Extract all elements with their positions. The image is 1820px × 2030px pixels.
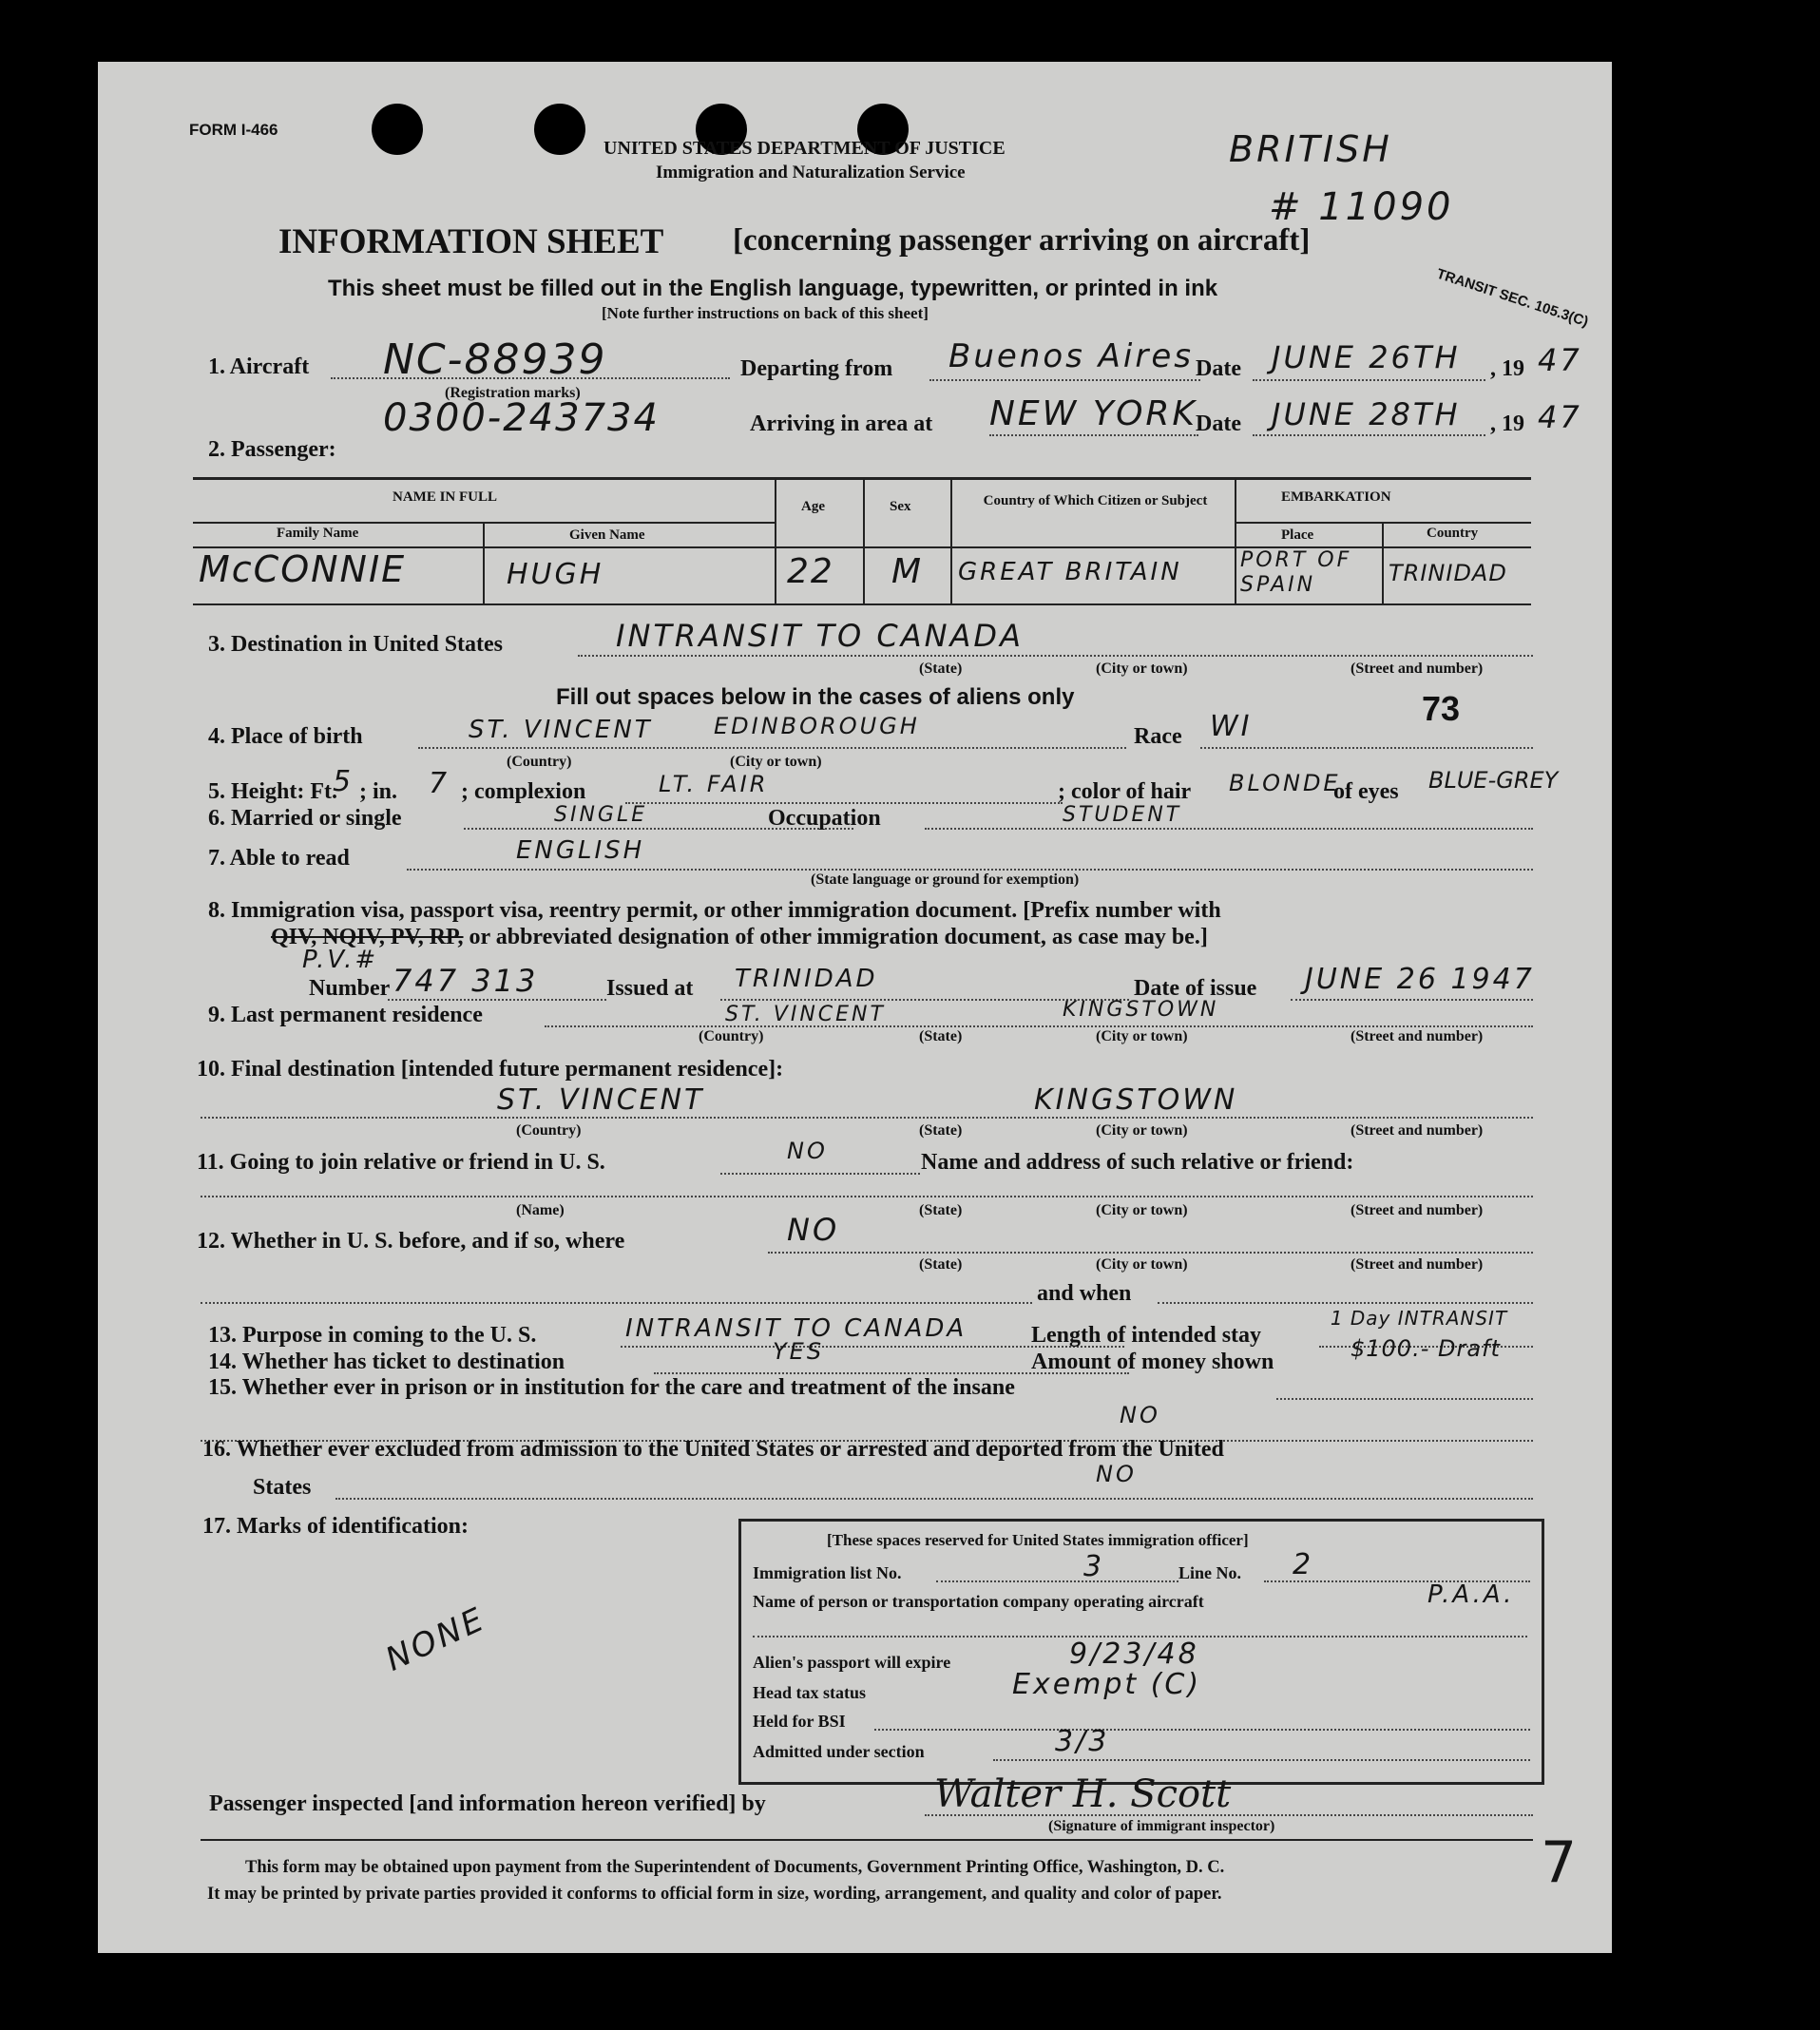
marital-label: 6. Married or single <box>208 806 402 831</box>
ticket-label: 14. Whether has ticket to destination <box>208 1350 565 1374</box>
arrival-date-label: Date <box>1196 412 1241 436</box>
inspected-label: Passenger inspected [and information hereon verified] by <box>209 1791 766 1816</box>
visa-label: 8. Immigration visa, passport visa, reentry permit, or other immigration document. [Prefix number with <box>208 898 1221 923</box>
join-relative-label: 11. Going to join relative or friend in U. S. <box>197 1150 605 1175</box>
nationality-annotation: BRITISH <box>1229 128 1392 170</box>
caption-state: (State) <box>919 1202 963 1218</box>
occupation-label: Occupation <box>768 806 881 831</box>
head-tax-label: Head tax status <box>753 1683 867 1702</box>
final-destination-label: 10. Final destination [intended future permanent residence]: <box>197 1057 784 1082</box>
form-sheet: FORM I-466 UNITED STATES DEPARTMENT OF JUSTICE Immigration and Naturalization Service BRITISH # 11090 TRANSIT SEC. 105.3(C) INFORMATION SHEET [concerning passenger arriving on aircraft] This sheet must be filled out in the English language, typewritten, or printed in ink [Note further instructions on back of this sheet] 1. Aircraft NC-88939 (Registration marks) Departing from Buenos Aires Date JUNE 26TH , 19 47 0300-243734 Arriving in area at NEW YORK Date JUNE 28TH , 19 47 2. Passenger: NAME IN FULL Family Name Given Name Age Sex Country of Which Citizen or Subject EMBARKATION Place Country McCONNIE HUGH 22 M GREAT BRITAIN PORT OF SPAIN TRINIDAD 3. Destination in United States INTRANSIT TO CANADA (State) (City or town) (Street and number) Fill out spaces below in the cases of aliens only 4. Place of birth ST. VINCENT EDINBOROUGH (Country) (City or town) Race WI 73 5. Height: Ft. 5 ; in. 7 ; complexion LT. FAIR ; color of hair BLONDE of eyes BLUE-GREY 6. Married or single SINGLE Occupation STUDENT 7. Able to read ENGLISH (State language or ground for exemption) 8. Immigration visa, passport visa, reentry permit, or other immigration document. [Prefix number with QIV, NQIV, PV, RP, or abbreviated designation of other immigration document, as case may be.] P.V.# Number 747 313 Issued at TRINIDAD Date of issue JUNE 26 1947 9. Last permanent residence ST. VINCENT KINGSTOWN (Country) (State) (City or town) (Street and number) 10. Final destination [intended future permanent residence]: ST. VINCENT KINGSTOWN (Country) (State) (City or town) (Street and number) 11. Going to join relative or friend in U. S. NO Name and address of such relative or friend: (Name) (State) (City or town) (Street and number) 12. Whether in U. S. before, and if so, where NO (State) (City or town) (Street and number) and when 13. Purpose in coming to the U. S. INTRANSIT TO CANADA Length of intended stay 1 Day INTRANSIT 14. Whether has ticket to destination YES Amount of money shown $100.- Draft 15. Whether ever in prison or in institution for the care and treatment of the insane NO 16. Whether ever excluded from admission to the United States or arrested and deported from the United States NO 17. Marks of identification: NONE [These spaces reserved for United States immigration officer] Immigration list No. 3 Line No. 2 Name of person or transportation company operating aircraft P.A.A. Alien's passport will expire 9/23/48 Head tax status Exempt (C) Held for BSI Admitted under section 3/3 Passenger inspected [and information hereon verified] by Walter H. Scott (Signature of immigrant inspector) 7 This form may be obtained upon payment from the Superintendent of Documents, Government Printing Office, Washington, D. C. It may be printed by private parties provided it conforms to official form in size, wording, arrangement, and quality and color of paper. <box>98 62 1612 1953</box>
caption-name: (Name) <box>516 1202 565 1218</box>
caption-street: (Street and number) <box>1351 1122 1484 1139</box>
visa-prefix-codes: QIV, NQIV, PV, RP, <box>271 925 464 949</box>
officer-box <box>738 1519 1544 1785</box>
admitted-section-value: 3/3 <box>1055 1725 1110 1758</box>
last-residence-label: 9. Last permanent residence <box>208 1003 483 1027</box>
destination-value: INTRANSIT TO CANADA <box>616 618 1024 654</box>
embarkation-country-header: Country <box>1427 526 1479 541</box>
departing-from: Buenos Aires <box>948 337 1194 375</box>
caption-country: (Country) <box>516 1122 582 1139</box>
embarkation-country-value: TRINIDAD <box>1389 560 1507 586</box>
immigration-list-label: Immigration list No. <box>753 1563 902 1582</box>
height-label: 5. Height: Ft. <box>208 779 337 804</box>
arriving-label: Arriving in area at <box>750 412 933 436</box>
identification-marks-value: NONE <box>379 1599 492 1679</box>
embarkation-place-header: Place <box>1281 527 1314 543</box>
caption-city: (City or town) <box>1096 1028 1188 1044</box>
form-number: FORM I-466 <box>189 121 278 139</box>
race-value: WI <box>1210 710 1253 743</box>
departure-date-label: Date <box>1196 356 1241 381</box>
age-value: 22 <box>787 552 834 591</box>
embarkation-place-value: PORT OF SPAIN <box>1240 548 1352 597</box>
agency-service: Immigration and Naturalization Service <box>656 163 966 182</box>
race-code: 73 <box>1422 689 1461 728</box>
prior-visit-label: 12. Whether in U. S. before, and if so, where <box>197 1229 625 1254</box>
given-name-value: HUGH <box>507 558 604 591</box>
embarkation-header: EMBARKATION <box>1281 489 1391 505</box>
caption-street: (Street and number) <box>1351 1028 1484 1044</box>
punch-hole <box>372 104 423 155</box>
form-subtitle: [concerning passenger arriving on aircraft] <box>733 223 1311 258</box>
name-in-full-header: NAME IN FULL <box>393 489 498 505</box>
passenger-label: 2. Passenger: <box>208 437 336 462</box>
number-label: Number <box>309 976 391 1001</box>
prison-label: 15. Whether ever in prison or in institution for the care and treatment of the insane <box>208 1375 1015 1400</box>
line-number-value: 2 <box>1293 1548 1314 1581</box>
caption-street: (Street and number) <box>1351 1256 1484 1273</box>
excluded-label: 16. Whether ever excluded from admission to the United States or arrested and deported from the United <box>202 1437 1224 1462</box>
caption-state: (State) <box>919 1122 963 1139</box>
complexion-value: LT. FAIR <box>659 771 769 797</box>
agency-name: UNITED STATES DEPARTMENT OF JUSTICE <box>603 138 1006 159</box>
passport-expiry-label: Alien's passport will expire <box>753 1653 951 1672</box>
date-of-issue-label: Date of issue <box>1134 976 1257 1001</box>
head-tax-value: Exempt (C) <box>1012 1668 1202 1701</box>
final-destination-city: KINGSTOWN <box>1034 1083 1238 1117</box>
able-to-read-value: ENGLISH <box>516 836 645 865</box>
caption-street: (Street and number) <box>1351 661 1484 677</box>
caption-country: (Country) <box>507 754 572 770</box>
birth-city: EDINBOROUGH <box>714 713 920 739</box>
last-residence-city: KINGSTOWN <box>1063 998 1219 1022</box>
registration-caption: (Registration marks) <box>445 385 581 401</box>
signature-caption: (Signature of immigrant inspector) <box>1048 1818 1275 1834</box>
aircraft-registration: NC-88939 <box>383 335 607 384</box>
destination-label: 3. Destination in United States <box>208 632 504 657</box>
occupation-value: STUDENT <box>1063 803 1182 827</box>
stay-length-label: Length of intended stay <box>1031 1323 1262 1348</box>
and-when-label: and when <box>1037 1281 1132 1306</box>
visa-issued-at: TRINIDAD <box>735 965 878 993</box>
issued-at-label: Issued at <box>606 976 694 1001</box>
given-name-header: Given Name <box>569 527 645 543</box>
aliens-only-heading: Fill out spaces below in the cases of aliens only <box>556 684 1075 710</box>
height-inches: 7 <box>429 767 450 800</box>
operator-label: Name of person or transportation company operating aircraft <box>753 1592 1204 1611</box>
money-label: Amount of money shown <box>1031 1350 1274 1374</box>
prior-visit-value: NO <box>787 1212 840 1248</box>
arrival-year: 47 <box>1538 399 1582 435</box>
operator-value: P.A.A. <box>1427 1580 1515 1609</box>
citizenship-header: Country of Which Citizen or Subject <box>983 493 1208 508</box>
inspector-signature: Walter H. Scott <box>934 1772 1232 1816</box>
arrival-year-prefix: 19 <box>1502 412 1524 436</box>
transit-stamp: TRANSIT SEC. 105.3(C) <box>1434 265 1591 331</box>
caption-state-language: (State language or ground for exemption) <box>811 871 1080 888</box>
visa-prefix-handwritten: P.V.# <box>302 946 379 974</box>
purpose-value: INTRANSIT TO CANADA <box>625 1314 967 1343</box>
footer-line-2: It may be printed by private parties provided it conforms to official form in size, wording, arrangement, and quality and color of paper. <box>207 1885 1222 1904</box>
caption-state: (State) <box>919 1028 963 1044</box>
eyes-value: BLUE-GREY <box>1428 767 1559 794</box>
page-mark: 7 <box>1541 1829 1581 1896</box>
passport-expiry-value: 9/23/48 <box>1069 1637 1199 1671</box>
visa-number: 747 313 <box>393 963 539 999</box>
sex-header: Sex <box>890 499 911 514</box>
join-relative-value: NO <box>787 1138 828 1164</box>
caption-city: (City or town) <box>1096 1256 1188 1273</box>
caption-city: (City or town) <box>1096 661 1188 677</box>
admitted-section-label: Admitted under section <box>753 1742 925 1761</box>
file-number-annotation: # 11090 <box>1269 185 1454 229</box>
officer-box-header: [These spaces reserved for United States immigration officer] <box>827 1531 1249 1549</box>
form-title: INFORMATION SHEET <box>278 222 664 261</box>
complexion-label: ; complexion <box>461 779 586 804</box>
caption-city: (City or town) <box>730 754 822 770</box>
caption-country: (Country) <box>699 1028 764 1044</box>
age-header: Age <box>801 499 825 514</box>
line-number-label: Line No. <box>1178 1563 1242 1582</box>
excluded-value: NO <box>1096 1461 1137 1487</box>
caption-city: (City or town) <box>1096 1122 1188 1139</box>
able-to-read-label: 7. Able to read <box>208 846 350 871</box>
visa-date-of-issue: JUNE 26 1947 <box>1305 963 1535 996</box>
hair-value: BLONDE <box>1229 770 1341 796</box>
visa-label-continued: or abbreviated designation of other immigration document, as case may be.] <box>469 925 1208 949</box>
final-destination-country: ST. VINCENT <box>497 1083 705 1117</box>
birthplace-label: 4. Place of birth <box>208 724 363 749</box>
height-feet: 5 <box>333 765 354 798</box>
purpose-label: 13. Purpose in coming to the U. S. <box>208 1323 537 1348</box>
arriving-at: NEW YORK <box>989 394 1198 433</box>
inches-label: ; in. <box>359 779 398 804</box>
caption-city: (City or town) <box>1096 1202 1188 1218</box>
departure-year: 47 <box>1538 342 1582 378</box>
departing-label: Departing from <box>740 356 893 381</box>
caption-street: (Street and number) <box>1351 1202 1484 1218</box>
family-name-header: Family Name <box>277 526 359 541</box>
marital-value: SINGLE <box>554 803 648 827</box>
departure-date: JUNE 26TH <box>1272 339 1461 375</box>
birth-country: ST. VINCENT <box>469 716 653 744</box>
footer-line-1: This form may be obtained upon payment from the Superintendent of Documents, Government Printing Office, Washington, D. C. <box>245 1858 1225 1877</box>
relative-name-label: Name and address of such relative or friend: <box>921 1150 1354 1175</box>
bsi-label: Held for BSI <box>753 1712 846 1731</box>
passenger-table <box>193 477 1531 605</box>
prison-value: NO <box>1120 1402 1160 1428</box>
last-residence-country: ST. VINCENT <box>725 1003 886 1026</box>
ticket-value: YES <box>773 1338 825 1365</box>
family-name-value: McCONNIE <box>199 548 407 590</box>
hair-label: ; color of hair <box>1058 779 1192 804</box>
aircraft-label: 1. Aircraft <box>208 354 310 379</box>
excluded-label-continued: States <box>253 1475 312 1500</box>
stay-length-value: 1 Day INTRANSIT <box>1330 1307 1508 1330</box>
caption-state: (State) <box>919 661 963 677</box>
immigration-list-value: 3 <box>1083 1550 1105 1583</box>
sex-value: M <box>891 552 924 591</box>
ticket-number: 0300-243734 <box>383 396 660 440</box>
eyes-label: of eyes <box>1333 779 1399 804</box>
punch-hole <box>534 104 585 155</box>
citizenship-value: GREAT BRITAIN <box>958 558 1182 586</box>
arrival-date: JUNE 28TH <box>1272 396 1461 432</box>
fill-instruction: This sheet must be filled out in the English language, typewritten, or printed in ink <box>328 276 1218 301</box>
money-value: $100.- Draft <box>1351 1335 1501 1362</box>
identification-marks-label: 17. Marks of identification: <box>202 1514 469 1539</box>
race-label: Race <box>1134 724 1182 749</box>
departure-year-prefix: 19 <box>1502 356 1524 381</box>
caption-state: (State) <box>919 1256 963 1273</box>
back-note: [Note further instructions on back of this sheet] <box>602 304 929 322</box>
